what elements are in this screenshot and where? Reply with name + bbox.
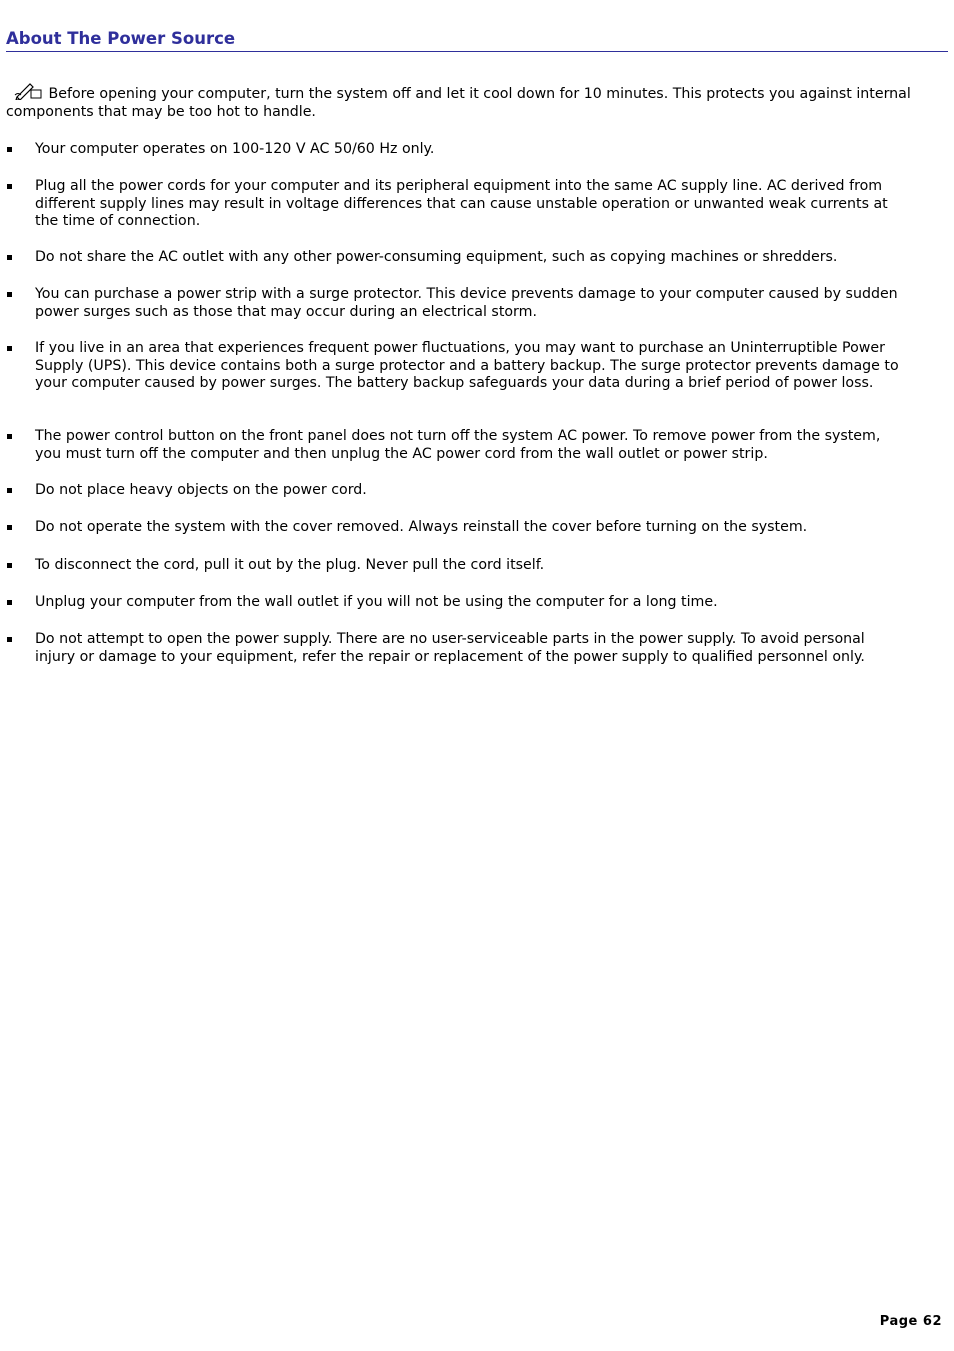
list-item: Plug all the power cords for your computer and its peripheral equipment into the same AC supply line. AC derived from different supply lines may result in voltage differences that can cause unstable operation or unwanted weak currents at the time of connection. xyxy=(35,178,905,231)
list-item: Your computer operates on 100-120 V AC 50/60 Hz only. xyxy=(35,141,905,159)
list-item: Do not operate the system with the cover removed. Always reinstall the cover before turning on the system. xyxy=(35,519,905,537)
list-item: Do not place heavy objects on the power cord. xyxy=(35,482,905,500)
note-text: Before opening your computer, turn the system off and let it cool down for 10 minutes. This protects you against internal components that may be too hot to handle. xyxy=(6,86,911,120)
page-number: Page 62 xyxy=(879,1314,942,1329)
list-item: Do not attempt to open the power supply. There are no user-serviceable parts in the power supply. To avoid personal injury or damage to your equipment, refer the repair or replacement of the power supply to qualified personnel only. xyxy=(35,631,905,666)
list-item: Do not share the AC outlet with any other power-consuming equipment, such as copying machines or shredders. xyxy=(35,249,905,267)
list-item: You can purchase a power strip with a surge protector. This device prevents damage to your computer caused by sudden power surges such as those that may occur during an electrical storm. xyxy=(35,286,905,321)
list-item: Unplug your computer from the wall outlet if you will not be using the computer for a long time. xyxy=(35,594,905,612)
list-item: To disconnect the cord, pull it out by the plug. Never pull the cord itself. xyxy=(35,557,905,575)
list-item: The power control button on the front panel does not turn off the system AC power. To remove power from the system, you must turn off the computer and then unplug the AC power cord from the wall outlet or power strip. xyxy=(35,428,905,463)
page-title: About The Power Source xyxy=(6,28,948,52)
list-item: If you live in an area that experiences frequent power fluctuations, you may want to purchase an Uninterruptible Power Supply (UPS). This device contains both a surge protector and a battery backup. The surge protector prevents damage to your computer caused by power surges. The battery backup safeguards your data during a brief period of power loss. xyxy=(35,340,905,393)
